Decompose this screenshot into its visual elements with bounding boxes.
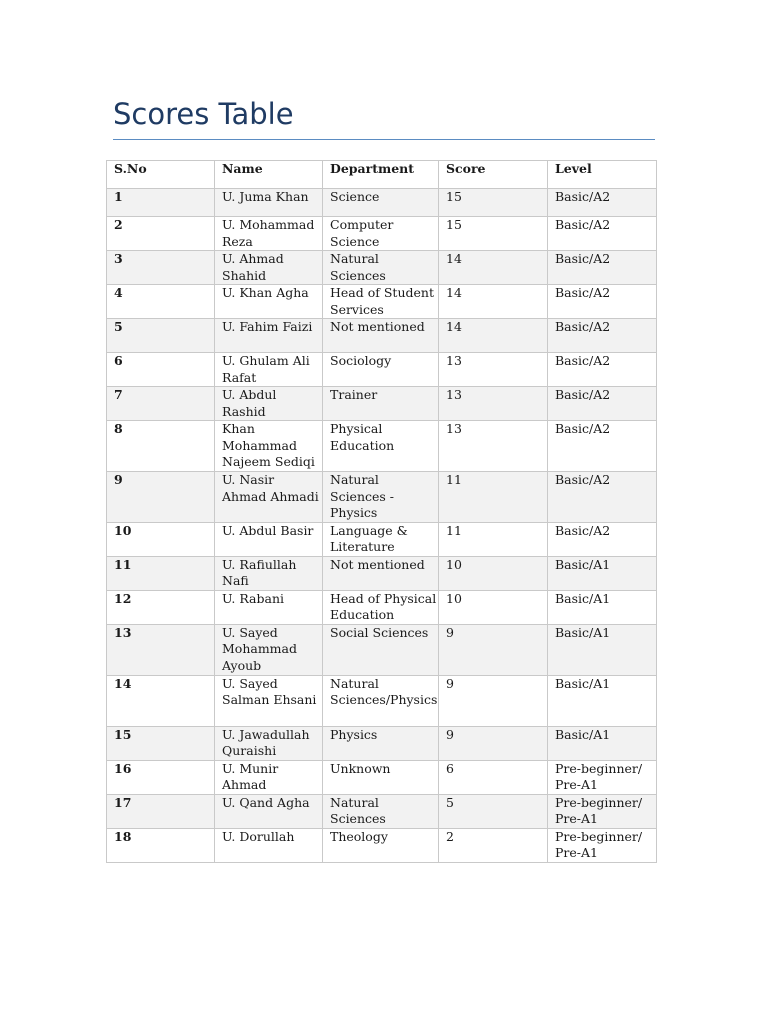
cell-name: U. Khan Agha — [215, 285, 323, 319]
cell-sno: 2 — [107, 217, 215, 251]
table-row — [107, 217, 657, 251]
cell-department: Social Sciences — [323, 624, 439, 675]
cell-sno: 8 — [107, 421, 215, 472]
table-row — [107, 675, 657, 726]
cell-name: U. Fahim Faizi — [215, 319, 323, 353]
cell-score: 13 — [439, 353, 548, 387]
cell-sno: 7 — [107, 387, 215, 421]
header-level: Level — [548, 161, 657, 189]
cell-department: Natural Sciences/Physics — [323, 675, 439, 726]
cell-name: U. Abdul Rashid — [215, 387, 323, 421]
header-name: Name — [215, 161, 323, 189]
cell-sno: 4 — [107, 285, 215, 319]
cell-department: Physical Education — [323, 421, 439, 472]
cell-sno: 16 — [107, 760, 215, 794]
cell-department: Unknown — [323, 760, 439, 794]
header-sno: S.No — [107, 161, 215, 189]
table-row — [107, 387, 657, 421]
cell-level: Basic/A1 — [548, 726, 657, 760]
cell-sno: 17 — [107, 794, 215, 828]
cell-name: U. Qand Agha — [215, 794, 323, 828]
cell-sno: 11 — [107, 556, 215, 590]
header-score: Score — [439, 161, 548, 189]
cell-level: Basic/A1 — [548, 624, 657, 675]
cell-name: U. Dorullah — [215, 828, 323, 862]
cell-level: Basic/A1 — [548, 590, 657, 624]
cell-department: Head of Student Services — [323, 285, 439, 319]
cell-department: Physics — [323, 726, 439, 760]
cell-department: Natural Sciences - Physics — [323, 472, 439, 523]
cell-sno: 15 — [107, 726, 215, 760]
cell-department: Sociology — [323, 353, 439, 387]
cell-name: U. Ahmad Shahid — [215, 251, 323, 285]
cell-score: 9 — [439, 675, 548, 726]
cell-level: Basic/A2 — [548, 353, 657, 387]
table-row — [107, 522, 657, 556]
table-row — [107, 421, 657, 472]
cell-level: Basic/A2 — [548, 472, 657, 523]
cell-sno: 9 — [107, 472, 215, 523]
cell-sno: 3 — [107, 251, 215, 285]
scores-table — [106, 160, 657, 863]
cell-name: U. Mohammad Reza — [215, 217, 323, 251]
cell-department: Head of Physical Education — [323, 590, 439, 624]
cell-sno: 6 — [107, 353, 215, 387]
cell-name: U. Abdul Basir — [215, 522, 323, 556]
table-row — [107, 319, 657, 353]
cell-department: Not mentioned — [323, 319, 439, 353]
table-header-row — [107, 161, 657, 189]
cell-score: 11 — [439, 472, 548, 523]
cell-score: 2 — [439, 828, 548, 862]
cell-sno: 13 — [107, 624, 215, 675]
cell-level: Basic/A2 — [548, 251, 657, 285]
cell-score: 10 — [439, 556, 548, 590]
cell-department: Not mentioned — [323, 556, 439, 590]
page-title: Scores Table — [113, 97, 294, 131]
cell-name: U. Ghulam Ali Rafat — [215, 353, 323, 387]
cell-name: U. Munir Ahmad — [215, 760, 323, 794]
table-row — [107, 760, 657, 794]
cell-department: Theology — [323, 828, 439, 862]
cell-department: Science — [323, 189, 439, 217]
cell-level: Basic/A2 — [548, 387, 657, 421]
cell-sno: 18 — [107, 828, 215, 862]
cell-name: U. Rabani — [215, 590, 323, 624]
table-row — [107, 726, 657, 760]
cell-department: Trainer — [323, 387, 439, 421]
cell-level: Basic/A2 — [548, 319, 657, 353]
cell-department: Natural Sciences — [323, 251, 439, 285]
cell-department: Natural Sciences — [323, 794, 439, 828]
cell-sno: 5 — [107, 319, 215, 353]
cell-department: Language & Literature — [323, 522, 439, 556]
cell-score: 11 — [439, 522, 548, 556]
cell-name: U. Jawadullah Quraishi — [215, 726, 323, 760]
table-row — [107, 189, 657, 217]
table-row — [107, 556, 657, 590]
cell-level: Basic/A2 — [548, 421, 657, 472]
cell-name: U. Sayed Mohammad Ayoub — [215, 624, 323, 675]
header-department: Department — [323, 161, 439, 189]
table-row — [107, 624, 657, 675]
table-row — [107, 828, 657, 862]
cell-sno: 1 — [107, 189, 215, 217]
cell-score: 9 — [439, 726, 548, 760]
cell-score: 14 — [439, 285, 548, 319]
cell-level: Basic/A1 — [548, 675, 657, 726]
table-row — [107, 590, 657, 624]
cell-name: U. Juma Khan — [215, 189, 323, 217]
cell-score: 9 — [439, 624, 548, 675]
cell-level: Basic/A2 — [548, 189, 657, 217]
cell-level: Pre-beginner/ Pre-A1 — [548, 828, 657, 862]
cell-sno: 10 — [107, 522, 215, 556]
cell-level: Pre-beginner/ Pre-A1 — [548, 794, 657, 828]
table-row — [107, 251, 657, 285]
cell-level: Basic/A2 — [548, 217, 657, 251]
table-row — [107, 285, 657, 319]
cell-name: U. Sayed Salman Ehsani — [215, 675, 323, 726]
cell-score: 13 — [439, 421, 548, 472]
table-row — [107, 353, 657, 387]
cell-level: Basic/A1 — [548, 556, 657, 590]
cell-score: 14 — [439, 251, 548, 285]
table-row — [107, 794, 657, 828]
cell-name: U. Nasir Ahmad Ahmadi — [215, 472, 323, 523]
cell-name: U. Rafiullah Nafi — [215, 556, 323, 590]
cell-sno: 14 — [107, 675, 215, 726]
cell-score: 6 — [439, 760, 548, 794]
cell-score: 14 — [439, 319, 548, 353]
cell-name: Khan Mohammad Najeem Sediqi — [215, 421, 323, 472]
cell-level: Basic/A2 — [548, 285, 657, 319]
cell-score: 5 — [439, 794, 548, 828]
cell-score: 15 — [439, 189, 548, 217]
cell-level: Basic/A2 — [548, 522, 657, 556]
cell-sno: 12 — [107, 590, 215, 624]
table-row — [107, 472, 657, 523]
cell-department: Computer Science — [323, 217, 439, 251]
cell-level: Pre-beginner/ Pre-A1 — [548, 760, 657, 794]
cell-score: 13 — [439, 387, 548, 421]
cell-score: 10 — [439, 590, 548, 624]
cell-score: 15 — [439, 217, 548, 251]
title-underline — [113, 139, 655, 140]
